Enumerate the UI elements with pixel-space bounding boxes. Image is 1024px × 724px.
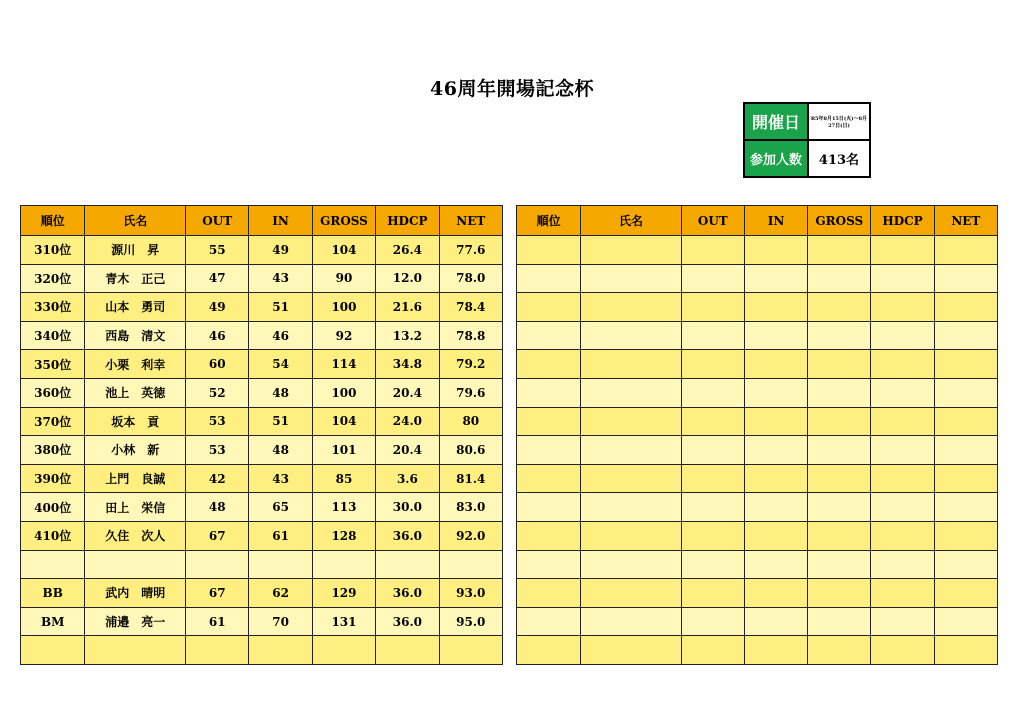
cell-name — [581, 550, 681, 579]
cell-rank — [517, 607, 581, 636]
header-in: IN — [249, 206, 312, 236]
cell-net: 78.0 — [439, 264, 502, 293]
cell-gross — [808, 579, 871, 608]
table-row — [21, 321, 503, 350]
cell-net — [934, 407, 997, 436]
header-hdcp: HDCP — [871, 206, 934, 236]
cell-hdcp — [376, 550, 439, 579]
table-row — [21, 236, 503, 265]
cell-hdcp: 3.6 — [376, 464, 439, 493]
cell-rank — [517, 579, 581, 608]
cell-net — [934, 579, 997, 608]
table-row — [21, 493, 503, 522]
cell-gross: 113 — [312, 493, 375, 522]
cell-name: 青木 正己 — [85, 264, 186, 293]
cell-rank — [517, 636, 581, 665]
table-row — [517, 550, 998, 579]
cell-net — [439, 636, 502, 665]
cell-hdcp: 24.0 — [376, 407, 439, 436]
table-row — [21, 550, 503, 579]
cell-out — [681, 350, 744, 379]
cell-hdcp — [871, 607, 934, 636]
cell-name — [581, 636, 681, 665]
cell-name: 浦邉 亮一 — [85, 607, 186, 636]
cell-hdcp: 13.2 — [376, 321, 439, 350]
cell-net: 78.4 — [439, 293, 502, 322]
cell-out — [681, 436, 744, 465]
cell-rank — [517, 293, 581, 322]
cell-rank — [517, 407, 581, 436]
cell-in — [744, 293, 807, 322]
cell-rank — [517, 350, 581, 379]
cell-gross: 129 — [312, 579, 375, 608]
cell-gross — [312, 550, 375, 579]
page-title: 46周年開場記念杯 — [430, 78, 594, 100]
cell-out — [681, 521, 744, 550]
header-net: NET — [934, 206, 997, 236]
header-row — [517, 206, 998, 236]
participants-label: 参加人数 — [744, 140, 808, 177]
cell-out: 49 — [186, 293, 249, 322]
cell-hdcp — [871, 293, 934, 322]
cell-out — [681, 636, 744, 665]
header-gross: GROSS — [808, 206, 871, 236]
cell-in — [744, 236, 807, 265]
cell-rank — [21, 636, 85, 665]
cell-out — [681, 464, 744, 493]
cell-rank: 400位 — [21, 493, 85, 522]
participants-value: 413名 — [808, 140, 870, 177]
cell-hdcp — [871, 636, 934, 665]
cell-net: 79.2 — [439, 350, 502, 379]
cell-rank: 380位 — [21, 436, 85, 465]
cell-out: 67 — [186, 521, 249, 550]
cell-hdcp — [871, 236, 934, 265]
cell-hdcp: 36.0 — [376, 521, 439, 550]
cell-rank — [517, 236, 581, 265]
cell-in: 46 — [249, 321, 312, 350]
header-rank: 順位 — [21, 206, 85, 236]
table-row — [517, 293, 998, 322]
cell-in: 62 — [249, 579, 312, 608]
cell-net: 95.0 — [439, 607, 502, 636]
cell-rank: 320位 — [21, 264, 85, 293]
cell-rank: 330位 — [21, 293, 85, 322]
cell-hdcp: 34.8 — [376, 350, 439, 379]
cell-gross: 85 — [312, 464, 375, 493]
cell-net — [439, 550, 502, 579]
cell-net — [934, 321, 997, 350]
cell-name: 池上 英徳 — [85, 378, 186, 407]
cell-rank: 350位 — [21, 350, 85, 379]
cell-in — [744, 636, 807, 665]
cell-rank — [21, 550, 85, 579]
cell-gross — [808, 407, 871, 436]
cell-net: 83.0 — [439, 493, 502, 522]
cell-rank — [517, 550, 581, 579]
cell-in — [744, 550, 807, 579]
cell-hdcp: 36.0 — [376, 607, 439, 636]
table-row — [517, 493, 998, 522]
cell-in — [744, 607, 807, 636]
table-row — [21, 407, 503, 436]
cell-out — [681, 579, 744, 608]
cell-gross — [808, 321, 871, 350]
cell-net — [934, 464, 997, 493]
cell-hdcp — [871, 493, 934, 522]
cell-gross — [808, 636, 871, 665]
cell-in: 54 — [249, 350, 312, 379]
cell-hdcp: 36.0 — [376, 579, 439, 608]
cell-out: 60 — [186, 350, 249, 379]
cell-hdcp: 20.4 — [376, 436, 439, 465]
cell-out: 52 — [186, 378, 249, 407]
cell-in — [744, 321, 807, 350]
table-row — [21, 293, 503, 322]
cell-name — [581, 293, 681, 322]
cell-name: 小林 新 — [85, 436, 186, 465]
cell-net: 79.6 — [439, 378, 502, 407]
table-row — [517, 236, 998, 265]
cell-out — [681, 236, 744, 265]
cell-in — [744, 436, 807, 465]
table-row — [517, 464, 998, 493]
header-out: OUT — [681, 206, 744, 236]
cell-hdcp — [871, 464, 934, 493]
cell-hdcp — [871, 579, 934, 608]
table-row — [517, 350, 998, 379]
cell-name — [581, 407, 681, 436]
cell-hdcp — [871, 378, 934, 407]
cell-name — [581, 321, 681, 350]
cell-in — [744, 264, 807, 293]
cell-name: 田上 栄信 — [85, 493, 186, 522]
cell-gross — [808, 378, 871, 407]
header-net: NET — [439, 206, 502, 236]
cell-net — [934, 236, 997, 265]
cell-net — [934, 293, 997, 322]
cell-out: 61 — [186, 607, 249, 636]
cell-hdcp — [871, 521, 934, 550]
cell-net — [934, 378, 997, 407]
cell-gross — [808, 607, 871, 636]
cell-hdcp: 30.0 — [376, 493, 439, 522]
cell-hdcp — [871, 264, 934, 293]
cell-rank: 390位 — [21, 464, 85, 493]
cell-out: 48 — [186, 493, 249, 522]
cell-in: 51 — [249, 293, 312, 322]
cell-net — [934, 350, 997, 379]
header-name: 氏名 — [581, 206, 681, 236]
cell-net — [934, 493, 997, 522]
table-row — [21, 607, 503, 636]
cell-gross — [808, 293, 871, 322]
table-row — [21, 436, 503, 465]
cell-out: 46 — [186, 321, 249, 350]
cell-name: 坂本 貢 — [85, 407, 186, 436]
cell-net: 93.0 — [439, 579, 502, 608]
cell-net — [934, 436, 997, 465]
cell-in: 43 — [249, 464, 312, 493]
cell-out — [681, 550, 744, 579]
cell-in — [744, 521, 807, 550]
cell-gross — [808, 493, 871, 522]
cell-in — [744, 350, 807, 379]
cell-hdcp — [871, 321, 934, 350]
cell-in — [744, 407, 807, 436]
cell-in — [249, 550, 312, 579]
cell-net — [934, 636, 997, 665]
cell-gross — [808, 350, 871, 379]
cell-name — [85, 550, 186, 579]
cell-gross: 104 — [312, 236, 375, 265]
header-rank: 順位 — [517, 206, 581, 236]
cell-rank — [517, 436, 581, 465]
cell-name — [581, 350, 681, 379]
cell-in: 49 — [249, 236, 312, 265]
cell-name — [581, 521, 681, 550]
cell-net: 78.8 — [439, 321, 502, 350]
cell-rank: 360位 — [21, 378, 85, 407]
cell-name — [85, 636, 186, 665]
cell-name: 武内 晴明 — [85, 579, 186, 608]
results-table-right — [516, 205, 998, 665]
cell-out — [186, 550, 249, 579]
header-row — [21, 206, 503, 236]
cell-net — [934, 607, 997, 636]
cell-gross: 92 — [312, 321, 375, 350]
cell-in: 43 — [249, 264, 312, 293]
table-row — [517, 579, 998, 608]
cell-out: 67 — [186, 579, 249, 608]
cell-out: 53 — [186, 407, 249, 436]
cell-name — [581, 464, 681, 493]
table-row — [517, 321, 998, 350]
cell-in — [744, 378, 807, 407]
cell-hdcp — [871, 436, 934, 465]
cell-net: 80.6 — [439, 436, 502, 465]
cell-out — [681, 264, 744, 293]
cell-net: 80 — [439, 407, 502, 436]
cell-gross — [808, 436, 871, 465]
cell-gross: 101 — [312, 436, 375, 465]
cell-out — [681, 607, 744, 636]
cell-hdcp — [871, 350, 934, 379]
cell-rank — [517, 378, 581, 407]
cell-name: 山本 勇司 — [85, 293, 186, 322]
table-row — [517, 378, 998, 407]
cell-out — [186, 636, 249, 665]
cell-out — [681, 321, 744, 350]
cell-name — [581, 579, 681, 608]
table-row — [21, 464, 503, 493]
cell-hdcp — [871, 407, 934, 436]
table-row — [21, 264, 503, 293]
cell-gross — [808, 236, 871, 265]
cell-in — [744, 464, 807, 493]
cell-name — [581, 236, 681, 265]
cell-in — [249, 636, 312, 665]
cell-in: 65 — [249, 493, 312, 522]
cell-gross — [808, 464, 871, 493]
cell-name — [581, 264, 681, 293]
table-row — [21, 521, 503, 550]
header-gross: GROSS — [312, 206, 375, 236]
cell-rank — [517, 464, 581, 493]
event-info-box — [743, 102, 871, 178]
table-row — [517, 521, 998, 550]
cell-out: 55 — [186, 236, 249, 265]
cell-hdcp: 12.0 — [376, 264, 439, 293]
cell-hdcp — [376, 636, 439, 665]
cell-name — [581, 607, 681, 636]
cell-in — [744, 579, 807, 608]
table-row — [517, 436, 998, 465]
cell-rank — [517, 521, 581, 550]
cell-name: 久住 次人 — [85, 521, 186, 550]
cell-gross — [808, 521, 871, 550]
table-row — [517, 636, 998, 665]
cell-gross: 90 — [312, 264, 375, 293]
cell-gross — [808, 264, 871, 293]
cell-name: 源川 昇 — [85, 236, 186, 265]
cell-gross: 131 — [312, 607, 375, 636]
cell-name — [581, 436, 681, 465]
header-name: 氏名 — [85, 206, 186, 236]
cell-net: 92.0 — [439, 521, 502, 550]
results-table-left — [20, 205, 503, 665]
header-out: OUT — [186, 206, 249, 236]
cell-net — [934, 264, 997, 293]
cell-gross: 104 — [312, 407, 375, 436]
header-hdcp: HDCP — [376, 206, 439, 236]
cell-hdcp: 26.4 — [376, 236, 439, 265]
date-label: 開催日 — [744, 103, 808, 140]
cell-out: 42 — [186, 464, 249, 493]
cell-in: 51 — [249, 407, 312, 436]
cell-gross: 100 — [312, 293, 375, 322]
cell-name: 西島 清文 — [85, 321, 186, 350]
table-row — [21, 579, 503, 608]
table-row — [517, 407, 998, 436]
cell-net: 81.4 — [439, 464, 502, 493]
cell-rank: 410位 — [21, 521, 85, 550]
cell-name: 上門 良誠 — [85, 464, 186, 493]
cell-out — [681, 378, 744, 407]
cell-gross: 128 — [312, 521, 375, 550]
cell-out: 47 — [186, 264, 249, 293]
cell-hdcp: 21.6 — [376, 293, 439, 322]
cell-gross — [808, 550, 871, 579]
table-row — [21, 350, 503, 379]
cell-hdcp — [871, 550, 934, 579]
cell-rank — [517, 493, 581, 522]
cell-in: 70 — [249, 607, 312, 636]
cell-gross — [312, 636, 375, 665]
cell-rank: 310位 — [21, 236, 85, 265]
cell-out — [681, 293, 744, 322]
cell-rank: 340位 — [21, 321, 85, 350]
table-row — [21, 378, 503, 407]
cell-net — [934, 550, 997, 579]
header-in: IN — [744, 206, 807, 236]
cell-out — [681, 407, 744, 436]
cell-out — [681, 493, 744, 522]
cell-rank — [517, 264, 581, 293]
cell-name — [581, 378, 681, 407]
cell-rank: 370位 — [21, 407, 85, 436]
cell-name: 小栗 利幸 — [85, 350, 186, 379]
table-row — [517, 607, 998, 636]
cell-in: 48 — [249, 436, 312, 465]
cell-hdcp: 20.4 — [376, 378, 439, 407]
cell-rank — [517, 321, 581, 350]
cell-out: 53 — [186, 436, 249, 465]
cell-gross: 100 — [312, 378, 375, 407]
cell-name — [581, 493, 681, 522]
cell-gross: 114 — [312, 350, 375, 379]
cell-in — [744, 493, 807, 522]
table-row — [21, 636, 503, 665]
cell-in: 48 — [249, 378, 312, 407]
cell-rank: BM — [21, 607, 85, 636]
table-row — [517, 264, 998, 293]
cell-net — [934, 521, 997, 550]
cell-in: 61 — [249, 521, 312, 550]
cell-rank: BB — [21, 579, 85, 608]
cell-net: 77.6 — [439, 236, 502, 265]
date-value: R5年8月15日(火)〜8月27日(日) — [808, 103, 870, 140]
